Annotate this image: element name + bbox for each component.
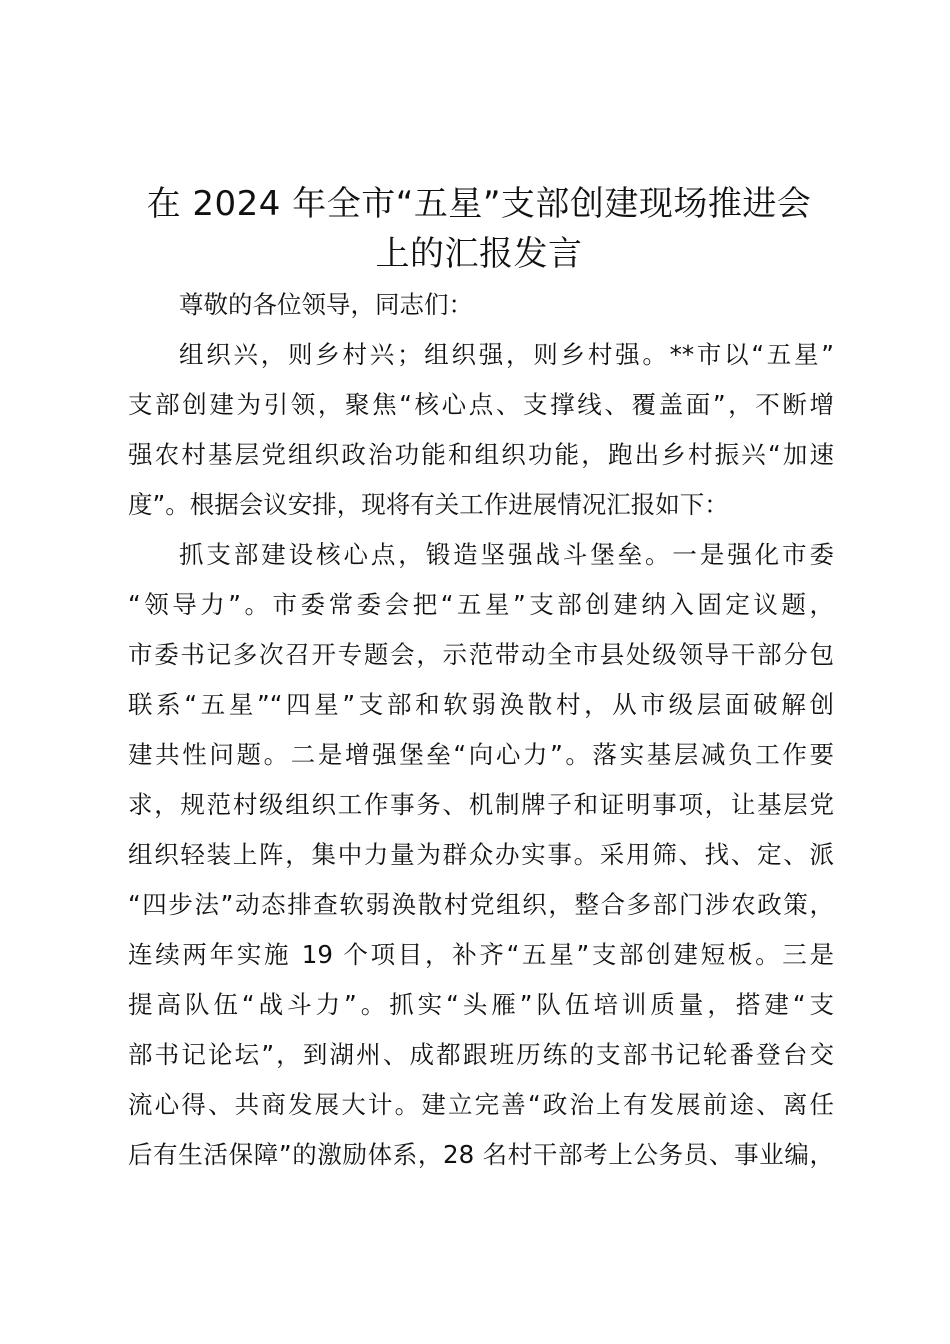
document-body <box>128 280 834 1180</box>
paragraph-1-line-3: 强农村基层党组织政治功能和组织功能，跑出乡村振兴“加速 <box>128 440 834 469</box>
paragraph-1-line-4: 度”。根据会议安排，现将有关工作进展情况汇报如下： <box>128 490 729 519</box>
paragraph-1-line-1: 组织兴，则乡村兴；组织强，则乡村强。**市以“五星” <box>179 340 834 369</box>
paragraph-2-line-2: “领导力”。市委常委会把“五星”支部创建纳入固定议题， <box>128 590 834 619</box>
paragraph-2-line-11: 部书记论坛”，到湖州、成都跟班历练的支部书记轮番登台交 <box>128 1040 834 1069</box>
paragraph-2-line-13: 后有生活保障”的激励体系，28 名村干部考上公务员、事业编， <box>128 1140 834 1169</box>
paragraph-1-line-2: 支部创建为引领，聚焦“核心点、支撑线、覆盖面”，不断增 <box>128 390 834 419</box>
paragraph-2-line-1: 抓支部建设核心点，锻造坚强战斗堡垒。一是强化市委 <box>179 540 834 569</box>
paragraph-2-line-6: 求，规范村级组织工作事务、机制牌子和证明事项，让基层党 <box>128 790 834 819</box>
title-line-2: 上的汇报发言 <box>375 234 583 274</box>
paragraph-2-line-12: 流心得、共商发展大计。建立完善“政治上有发展前途、离任 <box>128 1090 834 1119</box>
title-line-1: 在 2024 年全市“五星”支部创建现场推进会 <box>146 184 812 224</box>
salutation: 尊敬的各位领导，同志们： <box>179 290 473 319</box>
paragraph-2-line-7: 组织轻装上阵，集中力量为群众办实事。采用筛、找、定、派 <box>128 840 834 869</box>
paragraph-2-line-3: 市委书记多次召开专题会，示范带动全市县处级领导干部分包 <box>128 640 834 669</box>
paragraph-2-line-4: 联系“五星”“四星”支部和软弱涣散村，从市级层面破解创 <box>128 690 834 719</box>
paragraph-2-line-9: 连续两年实施 19 个项目，补齐“五星”支部创建短板。三是 <box>128 940 834 969</box>
paragraph-2-line-8: “四步法”动态排查软弱涣散村党组织，整合多部门涉农政策， <box>128 890 834 919</box>
document-title <box>100 180 858 280</box>
paragraph-2-line-10: 提高队伍“战斗力”。抓实“头雁”队伍培训质量，搭建“支 <box>128 990 834 1019</box>
paragraph-2-line-5: 建共性问题。二是增强堡垒“向心力”。落实基层减负工作要 <box>128 740 834 769</box>
